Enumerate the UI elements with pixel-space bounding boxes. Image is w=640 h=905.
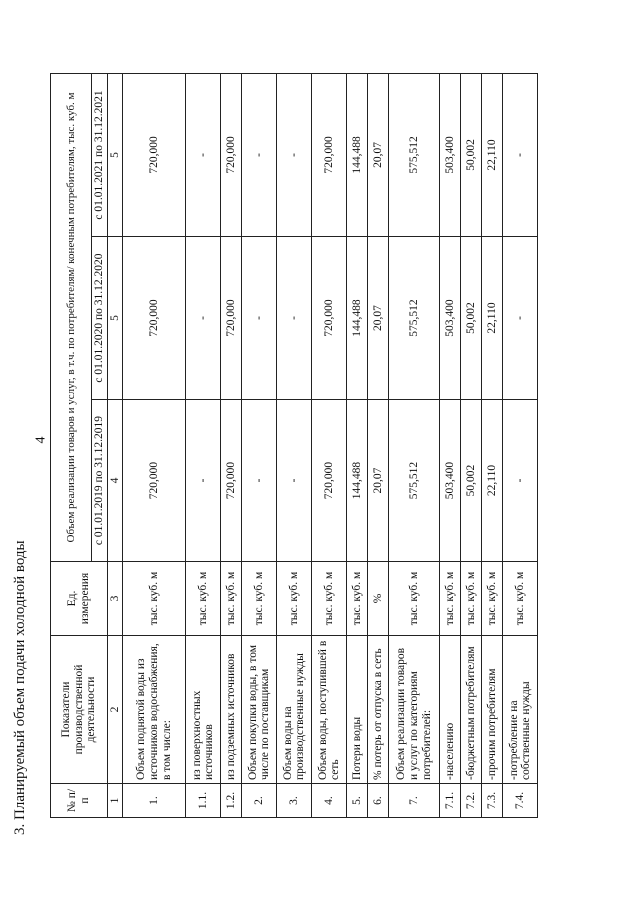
row-number: 4.	[312, 784, 347, 818]
indicator-name: -бюджетным потребителям	[461, 636, 482, 784]
value-2020: -	[503, 237, 538, 400]
value-2020: 575,512	[389, 237, 440, 400]
page-number: 4	[33, 436, 49, 444]
value-2020: -	[277, 237, 312, 400]
unit-cell: тыс. куб. м	[482, 562, 503, 636]
value-2020: 50,002	[461, 237, 482, 400]
table-row	[368, 73, 389, 817]
value-2019: -	[186, 400, 221, 562]
rotated-page-content	[0, 35, 620, 870]
unit-cell: тыс. куб. м	[389, 562, 440, 636]
value-2019: 144,488	[347, 400, 368, 562]
indicator-name: Объем поднятой воды из источников водоснабжения, в том числе:	[123, 636, 186, 784]
table-row	[461, 73, 482, 817]
table-row	[277, 73, 312, 817]
value-2021: 720,000	[312, 73, 347, 236]
value-2019: -	[242, 400, 277, 562]
row-number: 1.	[123, 784, 186, 818]
value-2021: 144,488	[347, 73, 368, 236]
table-row	[312, 73, 347, 817]
indicator-name: Потери воды	[347, 636, 368, 784]
indicator-name: из подземных источников	[221, 636, 242, 784]
period-header: с 01.01.2020 по 31.12.2020	[92, 237, 108, 400]
indicator-name: -потребление на собственные нужды	[503, 636, 538, 784]
value-2021: 720,000	[123, 73, 186, 236]
column-number: 3	[107, 562, 123, 636]
row-number: 7.2.	[461, 784, 482, 818]
header-row	[51, 73, 92, 817]
table-row	[123, 73, 186, 817]
value-2020: -	[186, 237, 221, 400]
value-2019: 503,400	[440, 400, 461, 562]
table-row	[347, 73, 368, 817]
table-row	[389, 73, 440, 817]
column-number: 5	[107, 237, 123, 400]
value-2020: 720,000	[312, 237, 347, 400]
value-2020: 20,07	[368, 237, 389, 400]
unit-cell: тыс. куб. м	[503, 562, 538, 636]
value-2020: 720,000	[123, 237, 186, 400]
unit-cell: тыс. куб. м	[221, 562, 242, 636]
row-number: 7.1.	[440, 784, 461, 818]
col-group-header: Объем реализации товаров и услуг, в т.ч. по потребителям/ конечным потребителям, тыс. куб. м	[51, 73, 92, 561]
indicator-name: -населению	[440, 636, 461, 784]
column-numbering-row	[107, 73, 123, 817]
value-2021: -	[503, 73, 538, 236]
value-2019: 575,512	[389, 400, 440, 562]
unit-cell: тыс. куб. м	[440, 562, 461, 636]
row-number: 1.2.	[221, 784, 242, 818]
value-2019: -	[503, 400, 538, 562]
column-number: 5	[107, 73, 123, 236]
value-2021: 50,002	[461, 73, 482, 236]
table-row	[503, 73, 538, 817]
value-2019: 20,07	[368, 400, 389, 562]
table-row	[221, 73, 242, 817]
table-row	[440, 73, 461, 817]
row-number: 5.	[347, 784, 368, 818]
value-2020: 720,000	[221, 237, 242, 400]
indicator-name: Объем покупки воды, в том числе по поставщикам	[242, 636, 277, 784]
value-2019: 720,000	[312, 400, 347, 562]
row-number: 6.	[368, 784, 389, 818]
unit-cell: тыс. куб. м	[186, 562, 221, 636]
column-number: 4	[107, 400, 123, 562]
value-2021: 575,512	[389, 73, 440, 236]
value-2020: 22,110	[482, 237, 503, 400]
indicator-name: -прочим потребителям	[482, 636, 503, 784]
table-row	[186, 73, 221, 817]
table-row	[242, 73, 277, 817]
value-2019: -	[277, 400, 312, 562]
value-2021: 720,000	[221, 73, 242, 236]
period-header: с 01.01.2019 по 31.12.2019	[92, 400, 108, 562]
value-2019: 720,000	[123, 400, 186, 562]
row-number: 7.4.	[503, 784, 538, 818]
unit-cell: тыс. куб. м	[242, 562, 277, 636]
water-supply-table	[50, 73, 538, 818]
unit-cell: %	[368, 562, 389, 636]
unit-cell: тыс. куб. м	[312, 562, 347, 636]
value-2021: 20,07	[368, 73, 389, 236]
row-number: 3.	[277, 784, 312, 818]
indicator-name: % потерь от отпуска в сеть	[368, 636, 389, 784]
value-2021: 503,400	[440, 73, 461, 236]
col-unit-header: Ед. измерения	[51, 562, 108, 636]
col-no-header: № п/п	[51, 784, 108, 818]
col-indicator-header: Показатели производственной деятельности	[51, 636, 108, 784]
value-2020: 144,488	[347, 237, 368, 400]
indicator-name: Объем реализации товаров и услуг по категориям потребителей:	[389, 636, 440, 784]
value-2021: -	[186, 73, 221, 236]
value-2019: 50,002	[461, 400, 482, 562]
value-2019: 22,110	[482, 400, 503, 562]
section-title: 3. Планируемый объем подачи холодной воды	[12, 540, 28, 835]
value-2019: 720,000	[221, 400, 242, 562]
row-number: 2.	[242, 784, 277, 818]
unit-cell: тыс. куб. м	[123, 562, 186, 636]
table-row	[482, 73, 503, 817]
unit-cell: тыс. куб. м	[461, 562, 482, 636]
column-number: 1	[107, 784, 123, 818]
period-header: с 01.01.2021 по 31.12.2021	[92, 73, 108, 236]
value-2020: 503,400	[440, 237, 461, 400]
value-2020: -	[242, 237, 277, 400]
row-number: 7.3.	[482, 784, 503, 818]
row-number: 1.1.	[186, 784, 221, 818]
unit-cell: тыс. куб. м	[277, 562, 312, 636]
indicator-name: Объем воды на производственные нужды	[277, 636, 312, 784]
column-number: 2	[107, 636, 123, 784]
value-2021: -	[277, 73, 312, 236]
row-number: 7.	[389, 784, 440, 818]
indicator-name: Объем воды, поступившей в сеть	[312, 636, 347, 784]
value-2021: -	[242, 73, 277, 236]
value-2021: 22,110	[482, 73, 503, 236]
unit-cell: тыс. куб. м	[347, 562, 368, 636]
indicator-name: из поверхностных источников	[186, 636, 221, 784]
